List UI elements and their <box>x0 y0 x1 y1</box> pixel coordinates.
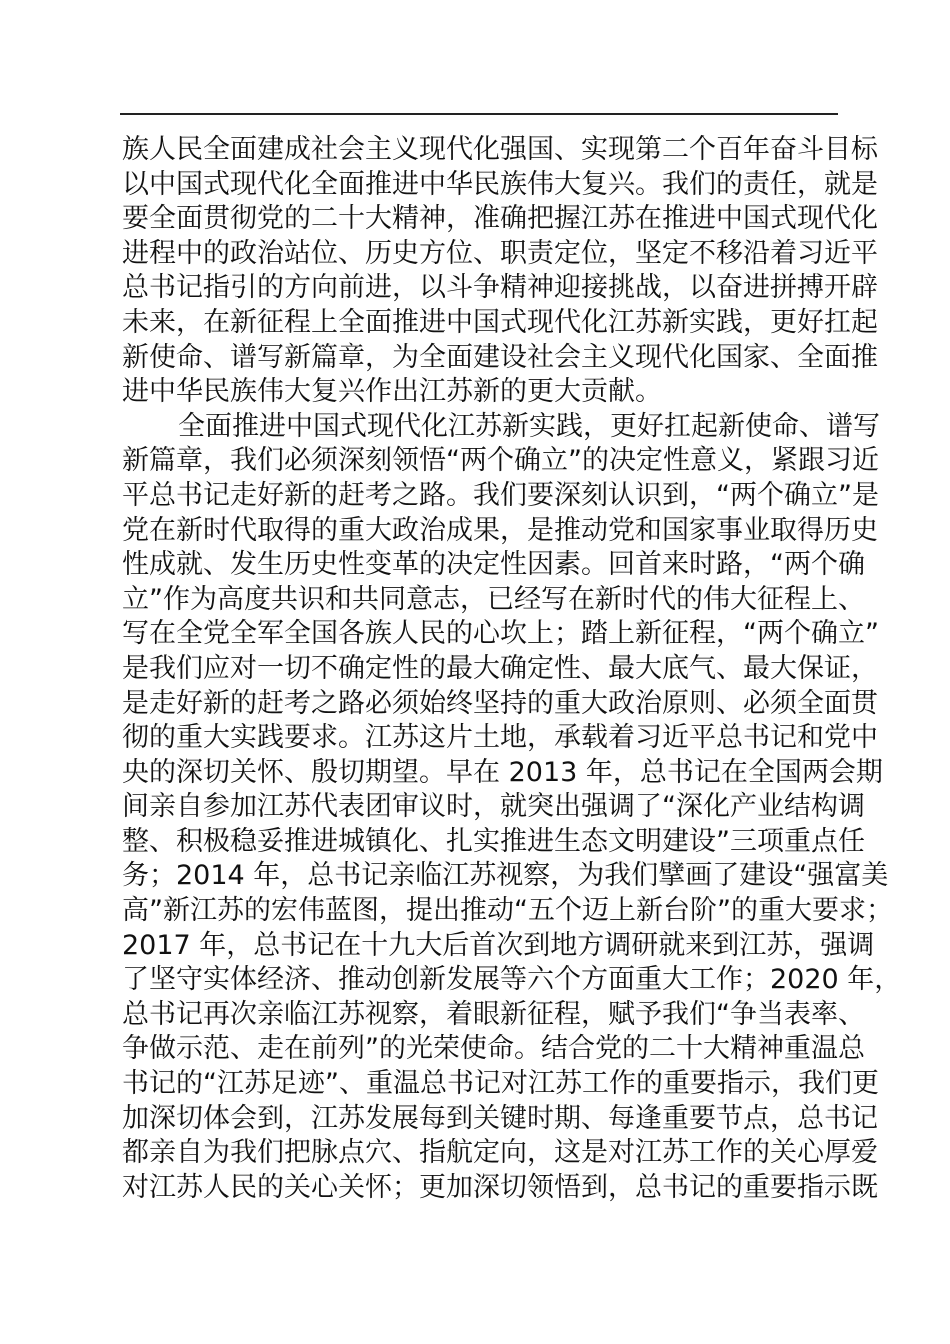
text-line: 间亲自参加江苏代表团审议时，就突出强调了“深化产业结构调 <box>122 791 865 823</box>
text-line: 加深切体会到，江苏发展每到关键时期、每逢重要节点，总书记 <box>122 1102 878 1134</box>
text-line: 未来，在新征程上全面推进中国式现代化江苏新实践，更好扛起 <box>122 306 878 338</box>
text-line: 写在全党全军全国各族人民的心坎上；踏上新征程，“两个确立” <box>122 618 879 650</box>
text-line: 立”作为高度共识和共同意志，已经写在新时代的伟大征程上、 <box>122 583 865 615</box>
text-line: 都亲自为我们把脉点穴、指航定向，这是对江苏工作的关心厚爱 <box>122 1137 878 1169</box>
text-line: 是我们应对一切不确定性的最大确定性、最大底气、最大保证， <box>122 652 878 684</box>
text-line: 性成就、发生历史性变革的决定性因素。回首来时路，“两个确 <box>122 549 865 581</box>
text-line: 要全面贯彻党的二十大精神，准确把握江苏在推进中国式现代化 <box>122 203 878 235</box>
text-line: 整、积极稳妥推进城镇化、扎实推进生态文明建设”三项重点任 <box>122 825 865 857</box>
text-line: 彻的重大实践要求。江苏这片土地，承载着习近平总书记和党中 <box>122 722 878 754</box>
text-line: 总书记指引的方向前进，以斗争精神迎接挑战，以奋进拼搏开辟 <box>122 272 878 304</box>
text-line: 进中华民族伟大复兴作出江苏新的更大贡献。 <box>122 376 662 408</box>
text-line: 进程中的政治站位、历史方位、职责定位，坚定不移沿着习近平 <box>122 237 878 269</box>
text-line: 族人民全面建成社会主义现代化强国、实现第二个百年奋斗目标 <box>122 134 878 165</box>
document-body <box>122 133 902 1205</box>
text-line: 争做示范、走在前列”的光荣使命。结合党的二十大精神重温总 <box>122 1033 865 1065</box>
text-line: 新使命、谱写新篇章，为全面建设社会主义现代化国家、全面推 <box>122 341 878 373</box>
text-line: 以中国式现代化全面推进中华民族伟大复兴。我们的责任，就是 <box>122 168 878 200</box>
text-line: 平总书记走好新的赶考之路。我们要深刻认识到，“两个确立”是 <box>122 479 879 511</box>
text-line: 高”新江苏的宏伟蓝图，提出推动“五个迈上新台阶”的重大要求； <box>122 895 893 927</box>
text-line: 对江苏人民的关心关怀；更加深切领悟到，总书记的重要指示既 <box>122 1171 878 1203</box>
text-line: 书记的“江苏足迹”、重温总书记对江苏工作的重要指示，我们更 <box>122 1068 879 1100</box>
text-line: 新篇章，我们必须深刻领悟“两个确立”的决定性意义，紧跟习近 <box>122 445 879 477</box>
header-rule <box>120 113 838 115</box>
text-line: 央的深切关怀、殷切期望。早在 2013 年，总书记在全国两会期 <box>122 756 883 788</box>
text-line: 党在新时代取得的重大政治成果，是推动党和国家事业取得历史 <box>122 514 878 546</box>
text-line: 是走好新的赶考之路必须始终坚持的重大政治原则、必须全面贯 <box>122 687 878 719</box>
text-line: 全面推进中国式现代化江苏新实践，更好扛起新使命、谱写 <box>178 410 880 442</box>
text-line: 2017 年，总书记在十九大后首次到地方调研就来到江苏，强调 <box>122 929 875 961</box>
text-line: 总书记再次亲临江苏视察，着眼新征程，赋予我们“争当表率、 <box>122 998 865 1030</box>
text-line: 务；2014 年，总书记亲临江苏视察，为我们擘画了建设“强富美 <box>122 860 889 892</box>
text-line: 了坚守实体经济、推动创新发展等六个方面重大工作；2020 年， <box>122 964 902 996</box>
